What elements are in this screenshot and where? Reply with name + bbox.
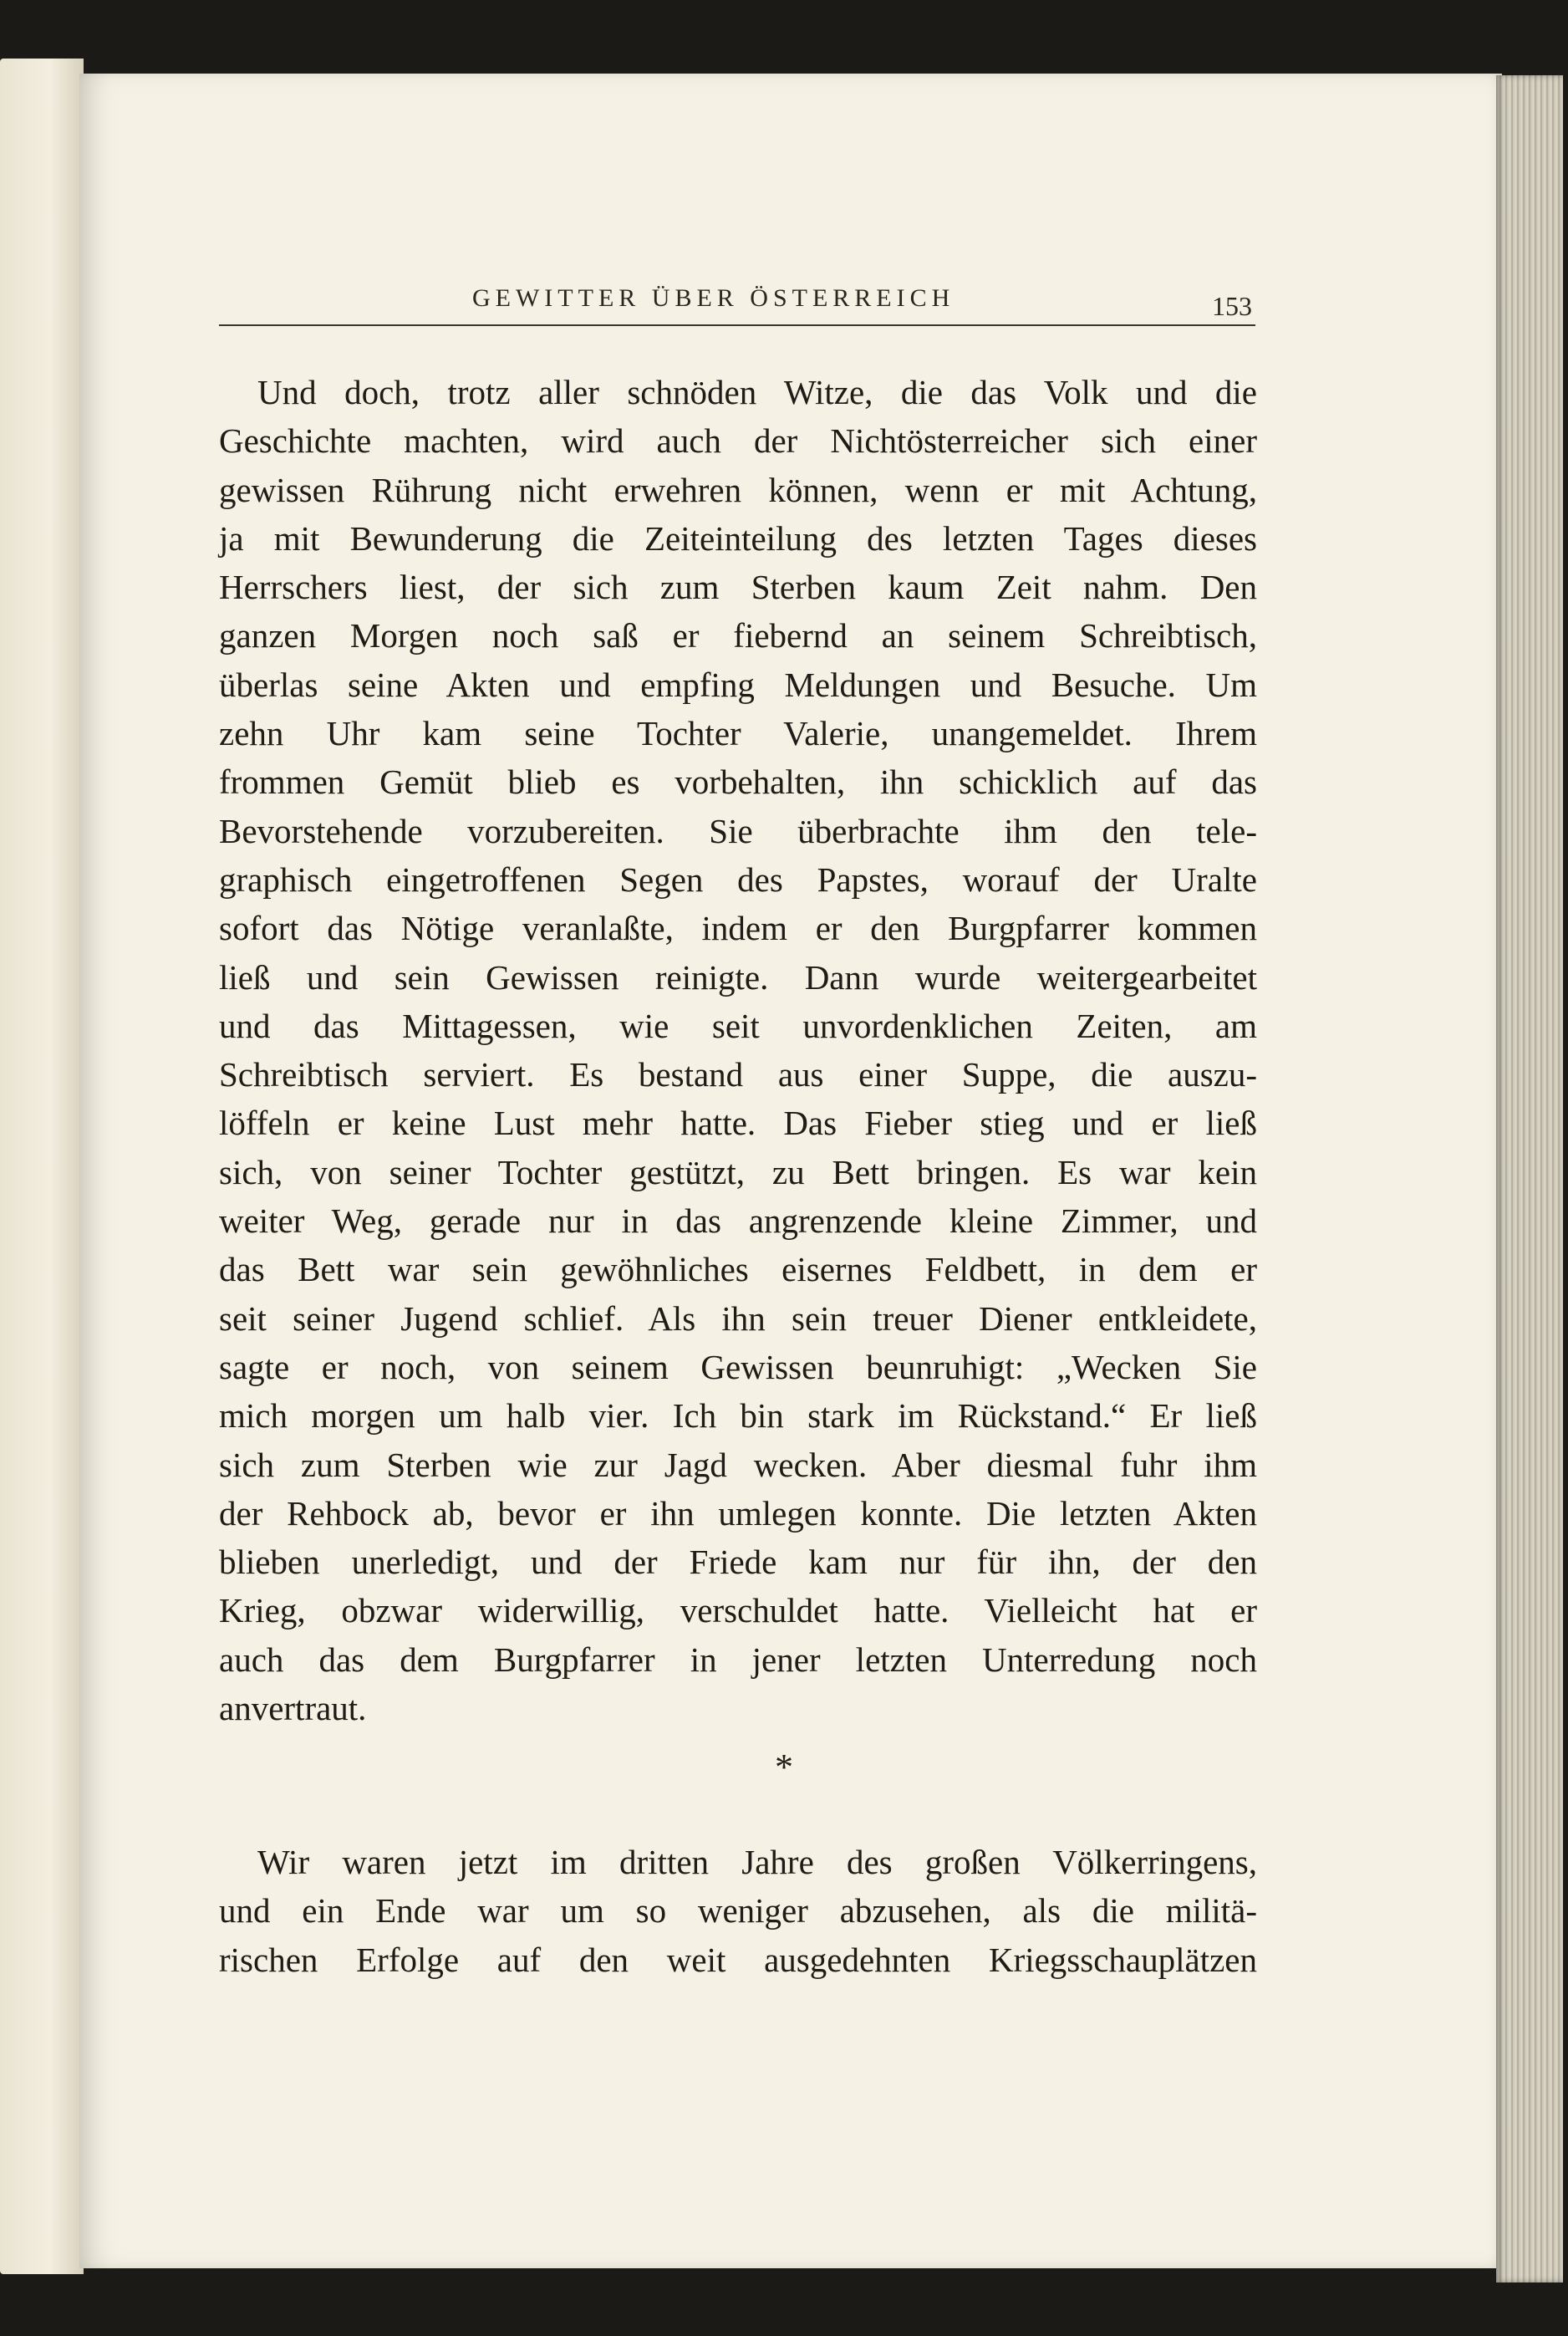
text-line: überlas seine Akten und empfing Meldungen und Besuche. Um bbox=[219, 665, 1257, 704]
text-line: gewissen Rührung nicht erwehren können, wenn er mit Achtung, bbox=[219, 470, 1257, 509]
text-line: frommen Gemüt blieb es vorbehalten, ihn schicklich auf das bbox=[219, 763, 1257, 802]
left-page-edge bbox=[0, 59, 84, 2274]
text-line: Bevorstehende vorzubereiten. Sie überbrachte ihm den tele- bbox=[219, 811, 1257, 850]
text-line: graphisch eingetroffenen Segen des Papstes, worauf der Uralte bbox=[219, 859, 1257, 899]
text-line: anvertraut. bbox=[219, 1689, 367, 1728]
text-line: blieben unerledigt, und der Friede kam nur für ihn, der den bbox=[219, 1543, 1257, 1582]
text-line: sofort das Nötige veranlaßte, indem er den Burgpfarrer kommen bbox=[219, 909, 1257, 948]
text-line: rischen Erfolge auf den weit ausgedehnten Kriegsschauplätzen bbox=[219, 1940, 1257, 1979]
text-line: und ein Ende war um so weniger abzusehen, als die militä- bbox=[219, 1891, 1257, 1931]
text-line: weiter Weg, gerade nur in das angrenzende kleine Zimmer, und bbox=[219, 1201, 1257, 1241]
text-line: Geschichte machten, wird auch der Nichtösterreicher sich einer bbox=[219, 421, 1257, 461]
text-line: Wir waren jetzt im dritten Jahre des großen Völkerringens, bbox=[257, 1843, 1257, 1881]
text-line: ließ und sein Gewissen reinigte. Dann wurde weitergearbeitet bbox=[219, 957, 1257, 997]
text-line: seit seiner Jugend schlief. Als ihn sein treuer Diener entkleidete, bbox=[219, 1298, 1257, 1338]
paragraph-1 bbox=[219, 368, 1257, 1732]
text-line: sich zum Sterben wie zur Jagd wecken. Aber diesmal fuhr ihm bbox=[219, 1445, 1257, 1484]
text-line: Herrschers liest, der sich zum Sterben kaum Zeit nahm. Den bbox=[219, 568, 1257, 607]
text-line: sich, von seiner Tochter gestützt, zu Bett bringen. Es war kein bbox=[219, 1152, 1257, 1191]
text-line: mich morgen um halb vier. Ich bin stark im Rückstand.“ Er ließ bbox=[219, 1396, 1257, 1436]
page-stack-edge bbox=[1496, 75, 1563, 2282]
text-line: ganzen Morgen noch saß er fiebernd an seinem Schreibtisch, bbox=[219, 616, 1257, 655]
text-line: ja mit Bewunderung die Zeiteinteilung des letzten Tages dieses bbox=[219, 518, 1257, 558]
text-line: Schreibtisch serviert. Es bestand aus einer Suppe, die auszu- bbox=[219, 1055, 1257, 1094]
text-line: auch das dem Burgpfarrer in jener letzten Unterredung noch bbox=[219, 1640, 1257, 1679]
text-line: der Rehbock ab, bevor er ihn umlegen konnte. Die letzten Akten bbox=[219, 1493, 1257, 1533]
text-line: und das Mittagessen, wie seit unvordenklichen Zeiten, am bbox=[219, 1006, 1257, 1045]
text-line: Und doch, trotz aller schnöden Witze, die das Volk und die bbox=[257, 373, 1257, 411]
text-line: zehn Uhr kam seine Tochter Valerie, unangemeldet. Ihrem bbox=[219, 714, 1257, 753]
header-rule bbox=[219, 324, 1255, 326]
section-separator: * bbox=[775, 1747, 793, 1788]
page-number: 153 bbox=[1212, 291, 1252, 321]
text-line: das Bett war sein gewöhnliches eisernes Feldbett, in dem er bbox=[219, 1250, 1257, 1289]
text-line: löffeln er keine Lust mehr hatte. Das Fieber stieg und er ließ bbox=[219, 1104, 1257, 1143]
paragraph-2 bbox=[219, 1838, 1257, 1984]
running-title: GEWITTER ÜBER ÖSTERREICH bbox=[472, 284, 955, 312]
text-line: sagte er noch, von seinem Gewissen beunruhigt: „Wecken Sie bbox=[219, 1347, 1257, 1386]
text-line: Krieg, obzwar widerwillig, verschuldet hatte. Vielleicht hat er bbox=[219, 1591, 1257, 1630]
